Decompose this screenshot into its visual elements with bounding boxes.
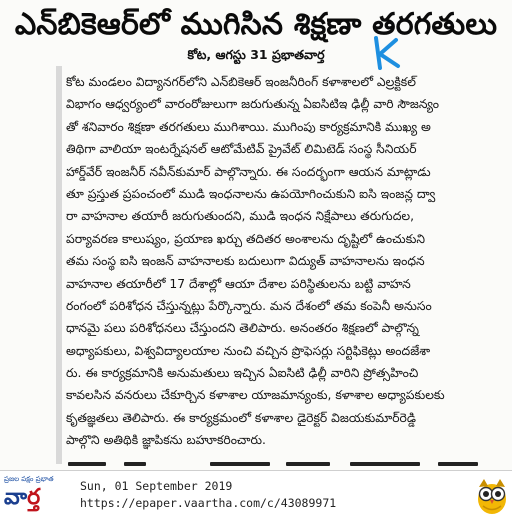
vaartha-logo[interactable] [4,473,66,513]
article-line: వాహనాల తయారీలో 17 దేశాల్లో ఆయా దేశాల పరిస్థితులను బట్టి వాహన [66,276,411,291]
article-line: రంగంలో పరిశోధన చేస్తున్నట్లు పేర్కొన్నారు. మన దేశంలో తమ కంపెనీ అనుసం [66,298,432,313]
column-rule [56,66,62,464]
owl-icon [474,475,510,515]
article-line: కోట మండలం విద్యానగర్‌లోని ఎన్‌బికెఆర్ ఇంజనీరింగ్ కళాశాలలో ఎల్రక్టికల్ [66,75,416,89]
article-line: పాల్గొని అతిథికి జ్ఞాపికను బహూకరించారు. [66,433,266,448]
article-line: కావలసిన వనరులు చేకూర్చిన కళాశాల యాజమాన్యంకు, కళాశాల అధ్యాపకులకు [66,388,445,403]
article-dateline: కోట, ఆగస్టు 31 ప్రభాతవార్త [187,47,325,62]
article-line: పర్యావరణ కాలుష్యం, ప్రయాణ ఖర్చు తదితర అంశాలను దృష్టిలో ఉంచుకుని [66,231,425,246]
article-line: కృతజ్ఞతలు తెలిపారు. ఈ కార్యక్రమంలో కళాశాల డైరెక్టర్ విజయకుమార్‌రెడ్డి [66,410,416,425]
epaper-url-link[interactable]: https://epaper.vaartha.com/c/43089971 [80,496,337,510]
article-line: రు. ఈ కార్యక్రమానికి అనుమతులు ఇచ్చిన ఏఐసిటి ఢిల్లీ వారిని ప్రోత్సహించి [66,366,419,381]
article-headline: ఎన్‌బికెఆర్‌లో ముగిసిన శిక్షణా తరగతులు [14,7,498,42]
article-line: తమ సంస్థ ఐసి ఇంజన్ వాహనాలకు బదులుగా విద్యుత్ వాహనాలను ఇంధన [66,254,425,269]
epaper-footer [0,470,512,517]
article-line: విభాగం ఆధ్వర్యంలో వారంరోజులుగా జరుగుతున్న ఏఐసిటిఇ ఢిల్లీ వారి సౌజన్యం [66,97,440,112]
article-body [66,71,508,452]
article-line: రా వాహనాల తయారీ జరుగుతుందని, ముడి ఇంధన నిక్షేపాలు తరుగుదల, [66,209,415,224]
article-line: తో శనివారం శిక్షణా తరగతులు ముగిశాయి. ముగింపు కార్యక్రమానికి ముఖ్య అ [66,119,431,134]
edition-date: Sun, 01 September 2019 [80,479,233,493]
logo-wordmark: వార్త [4,485,41,510]
handwritten-k-mark-icon [368,34,402,70]
article-line: తూ ప్రస్తుత ప్రపంచంలో ముడి ఇంధనాలను ఉపయోగించుకుని ఐసి ఇంజన్ల ద్వా [66,186,436,201]
article-line: తిథిగా వాలియా ఇంటర్నేషనల్ ఆటోమేటివ్ ప్రైవేట్ లిమిటెడ్ సంస్థ సీనియర్ [66,142,417,157]
article-line: అధ్యాపకులు, విశ్వవిద్యాలయాల నుంచి వచ్చిన ప్రొఫెసర్లు సర్టిఫికెట్లు అందజేశా [66,343,431,358]
logo-tagline: ప్రజల పక్షం ప్రభాత [4,475,54,483]
article-line: ధానమై పలు పరిశోధనలు చేస్తుందని తెలిపారు. అనంతరం శిక్షణలో పాల్గొన్న [66,321,419,336]
article-line: హార్డ్‌వేర్ ఇంజనీర్ నవీన్‌కుమార్ పాల్గొన్నారు. ఈ సందర్భంగా ఆయన మాట్లాడు [66,164,431,179]
